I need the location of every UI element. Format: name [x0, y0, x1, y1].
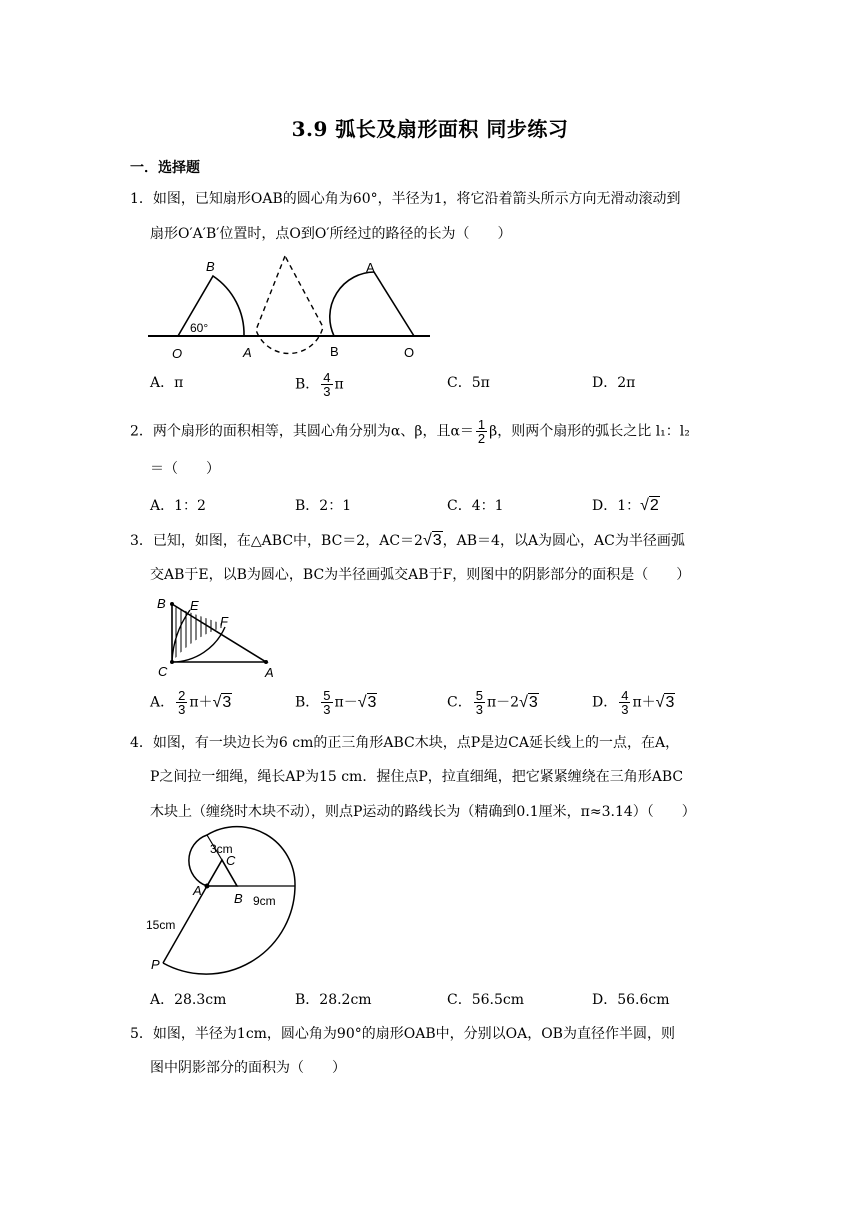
q1-line-2: 扇形O′A′B′位置时，点O到O′所经过的路径的长为（ ） [150, 226, 512, 242]
q4-option-a[interactable]: A．28.3cm [150, 992, 227, 1008]
q3-option-b[interactable]: B． $\frac{5}{3}$ π－√3 [295, 688, 377, 717]
q1-label-o2: O [404, 345, 415, 360]
q3-label-b: B [157, 596, 166, 611]
q1-sector-oab [178, 276, 244, 336]
q4-option-d[interactable]: D．56.6cm [592, 992, 670, 1008]
q1-options [150, 370, 750, 399]
q5-line-2: 图中阴影部分的面积为（ ） [150, 1060, 346, 1076]
q4-label-9cm: 9cm [253, 894, 276, 908]
q4-label-a: A [193, 883, 202, 898]
q1-label-angle: 60° [190, 321, 209, 335]
q2-option-c[interactable]: C．4：1 [447, 498, 504, 514]
q1-sector-o2a2b2 [330, 272, 414, 336]
q1-option-b[interactable]: B． $\frac{4}{3}$ π [295, 370, 344, 399]
q1-label-o: O [172, 346, 183, 361]
section-heading: 一．选择题 [130, 160, 200, 176]
q5-line-1: 5．如图，半径为1cm，圆心角为90°的扇形OAB中，分别以OA，OB为直径作半圆，则 [130, 1026, 675, 1042]
q3-options [150, 688, 750, 717]
page-title: 3.9 弧长及扇形面积 同步练习 [291, 117, 569, 141]
q1-label-b: B [206, 259, 215, 274]
q2-line-1: 2．两个扇形的面积相等，其圆心角分别为α、β，且α＝ $\frac{1}{2}$ β，则两个扇形的弧长之比 l₁：l₂ [130, 417, 690, 446]
q1-label-a: A [243, 345, 252, 360]
q1-label-b2: B [330, 344, 339, 359]
q3-option-a[interactable]: A． $\frac{2}{3}$ π＋√3 [150, 688, 232, 717]
q4-label-3cm: 3cm [210, 842, 233, 856]
q1-label-a2: A [366, 260, 375, 275]
q3-label-e: E [190, 598, 199, 613]
q1-option-c[interactable]: C．5π [447, 375, 490, 391]
q1-option-d[interactable]: D．2π [592, 375, 636, 391]
q4-label-c: C [226, 853, 236, 868]
q2-line-2: ＝（ ） [150, 461, 220, 477]
q2-option-a[interactable]: A．1：2 [150, 498, 206, 514]
q2-option-d[interactable]: D．1：√2 [592, 497, 659, 514]
q4-options [150, 988, 750, 1012]
q2-option-b[interactable]: B．2：1 [295, 498, 352, 514]
q4-line-2: P之间拉一细绳，绳长AP为15 cm．握住点P，拉直细绳，把它紧紧缠绕在三角形ABC [150, 769, 684, 785]
q3-line-1: 3．已知，如图，在△ABC中，BC＝2，AC＝2√3，AB＝4，以A为圆心，AC为半径画弧 [130, 532, 685, 549]
q4-option-b[interactable]: B．28.2cm [295, 992, 372, 1008]
q4-label-15cm: 15cm [146, 918, 176, 932]
q1-line-1: 1．如图，已知扇形OAB的圆心角为60°，半径为1，将它沿着箭头所示方向无滑动滚动到 [130, 191, 681, 207]
q4-figure [145, 827, 305, 977]
q4-label-p: P [151, 957, 160, 972]
q2-options [150, 494, 750, 518]
q3-label-a: A [265, 665, 274, 680]
q4-option-c[interactable]: C．56.5cm [447, 992, 524, 1008]
q4-line-1: 4．如图，有一块边长为6 cm的正三角形ABC木块，点P是边CA延长线上的一点，在A， [130, 735, 680, 751]
q3-label-f: F [220, 614, 228, 629]
q4-label-b: B [234, 891, 243, 906]
q1-option-a[interactable]: A．π [150, 375, 184, 391]
q3-line-2: 交AB于E，以B为圆心，BC为半径画弧交AB于F，则图中的阴影部分的面积是（ ） [150, 567, 691, 583]
q3-figure [155, 596, 290, 681]
q3-option-d[interactable]: D． $\frac{4}{3}$ π＋√3 [592, 688, 675, 717]
q1-sector-dashed [256, 256, 323, 353]
q3-option-c[interactable]: C． $\frac{5}{3}$ π－2√3 [447, 688, 538, 717]
q4-line-3: 木块上（缠绕时木块不动），则点P运动的路线长为（精确到0.1厘米，π≈3.14）（ ） [150, 804, 696, 820]
q1-figure [148, 254, 438, 364]
q3-label-c: C [158, 664, 168, 679]
